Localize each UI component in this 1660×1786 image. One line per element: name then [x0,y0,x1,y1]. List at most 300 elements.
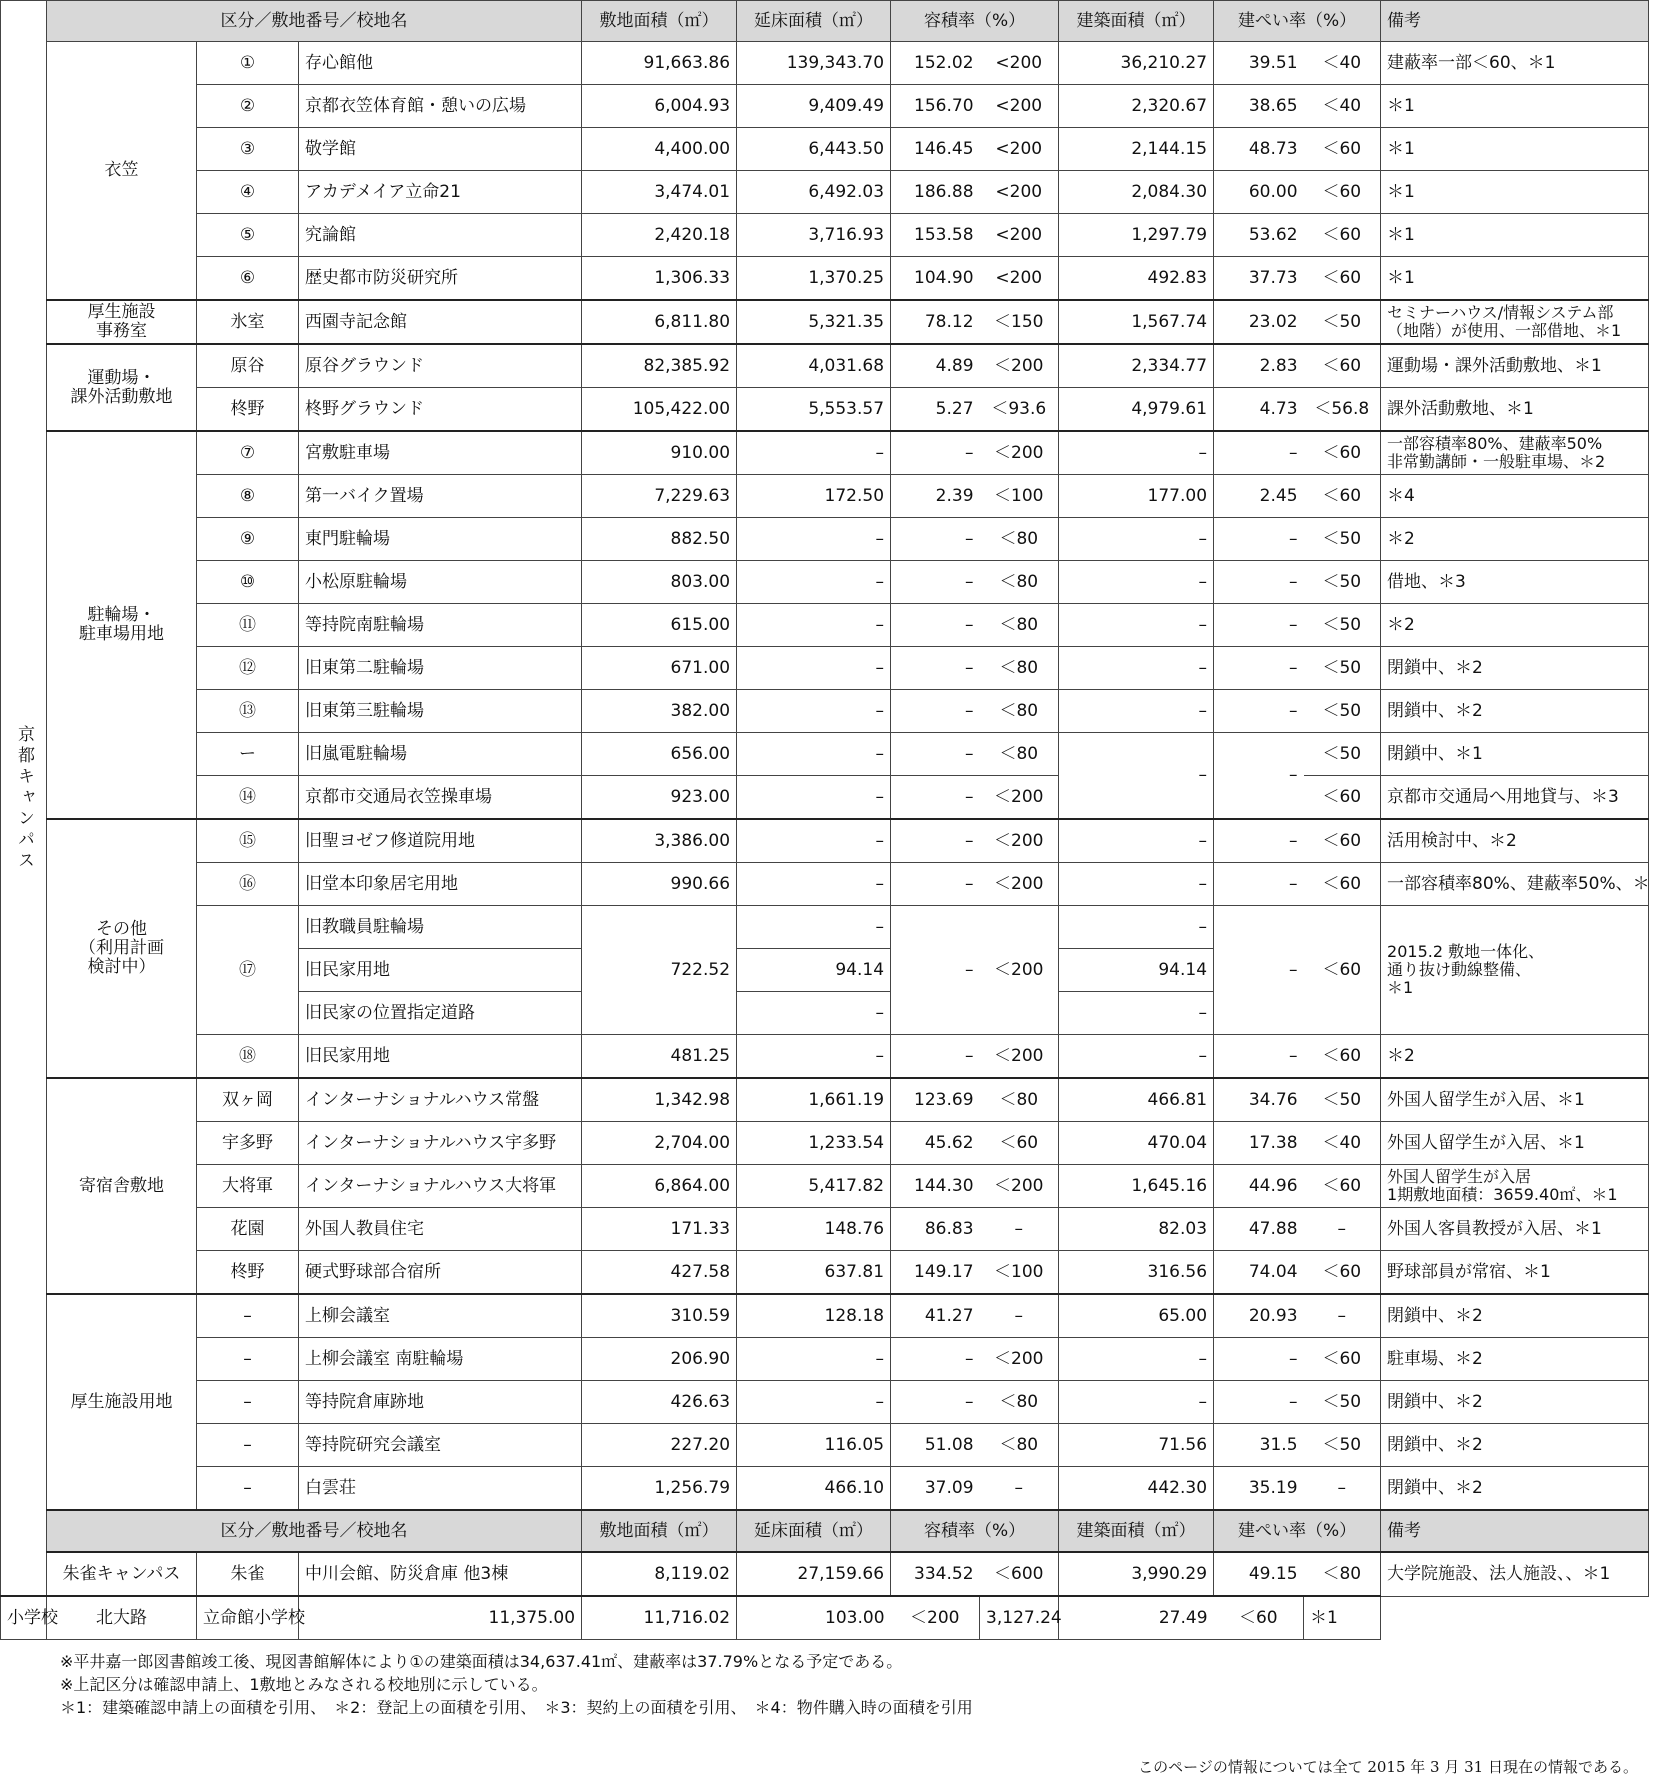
far-value: 144.30 [891,1165,980,1208]
far-value: 5.27 [891,388,980,432]
bcr-limit: ＜50 [1304,604,1381,647]
table-row [1,1035,1649,1079]
table-row [1,819,1649,863]
far-limit: ＜200 [980,431,1059,475]
table-row [1,1208,1649,1251]
bcr-value: 49.15 [1214,1552,1304,1596]
site-number: ⑦ [197,431,299,475]
site-area: 91,663.86 [582,42,737,85]
bcr-value: 2.83 [1214,344,1304,388]
group-label-line: 駐輪場・ [87,605,156,625]
far-value: 152.02 [891,42,980,85]
header-section: 区分／敷地番号／校地名 [47,1,582,42]
site-number: ① [197,42,299,85]
floor-area: 27,159.66 [737,1552,891,1596]
site-number: 柊野 [197,388,299,432]
site-area: 7,229.63 [582,475,737,518]
site-name: 外国人教員住宅 [299,1208,582,1251]
site-area: 105,422.00 [582,388,737,432]
remarks [1381,300,1649,344]
remarks: 京都市交通局へ用地貸与、＊3 [1381,776,1649,820]
bcr-limit: ＜50 [1304,1078,1381,1122]
floor-area: 172.50 [737,475,891,518]
remarks: 借地、＊3 [1381,561,1649,604]
remarks: ＊1 [1381,257,1649,301]
site-name: 旧東第三駐輪場 [299,690,582,733]
bcr-value: 53.62 [1214,214,1304,257]
far-value: – [891,690,980,733]
remarks: 外国人客員教授が入居、＊1 [1381,1208,1649,1251]
site-area: 671.00 [582,647,737,690]
site-area: 882.50 [582,518,737,561]
far-value: – [891,1035,980,1079]
header-floor-area: 延床面積（㎡） [737,1510,891,1552]
remarks: ＊1 [1381,171,1649,214]
far-value: 146.45 [891,128,980,171]
site-number: – [197,1294,299,1338]
building-area: 71.56 [1059,1424,1214,1467]
site-area: 6,811.80 [582,300,737,344]
bcr-limit: ＜40 [1304,1122,1381,1165]
far-limit: ＜150 [980,300,1059,344]
bcr-limit: ＜60 [1304,1338,1381,1381]
remarks: 閉鎖中、＊2 [1381,690,1649,733]
site-area: 990.66 [582,863,737,906]
site-name: 原谷グラウンド [299,344,582,388]
far-limit: ＜80 [980,518,1059,561]
table-row [1,214,1649,257]
table-row [1,1596,1649,1640]
header-floor-area: 延床面積（㎡） [737,1,891,42]
group-label [47,431,197,819]
far-limit: <200 [980,214,1059,257]
table-row [1,1338,1649,1381]
table-row [1,647,1649,690]
group-label-line: 運動場・ [87,367,156,388]
site-number: 柊野 [197,1251,299,1295]
far-limit: ＜80 [980,1078,1059,1122]
building-area: – [1059,906,1214,949]
site-area: 1,306.33 [582,257,737,301]
far-limit: ＜200 [980,344,1059,388]
group-label-line: その他 [96,919,147,939]
site-area: 481.25 [582,1035,737,1079]
site-area: 8,119.02 [582,1552,737,1596]
site-name: 小松原駐輪場 [299,561,582,604]
site-area: 4,400.00 [582,128,737,171]
far-limit: <200 [980,128,1059,171]
building-area: 470.04 [1059,1122,1214,1165]
site-name: 宮敷駐車場 [299,431,582,475]
far-limit: ＜200 [980,1165,1059,1208]
far-value: 104.90 [891,257,980,301]
far-value: 186.88 [891,171,980,214]
remarks: 活用検討中、＊2 [1381,819,1649,863]
group-label-line: 厚生施設 [87,302,156,322]
floor-area: – [737,906,891,949]
bcr-value: 34.76 [1214,1078,1304,1122]
site-number: 原谷 [197,344,299,388]
remarks: 駐車場、＊2 [1381,1338,1649,1381]
table-row [1,1294,1649,1338]
site-area: 11,375.00 [299,1596,582,1640]
group-label: 小学校 [1,1596,47,1640]
bcr-value: – [1214,431,1304,475]
far-value: – [891,776,980,820]
site-area: 171.33 [582,1208,737,1251]
far-limit: ＜200 [980,1338,1059,1381]
floor-area: – [737,992,891,1035]
floor-area: 1,661.19 [737,1078,891,1122]
site-number: ⑧ [197,475,299,518]
site-area: 82,385.92 [582,344,737,388]
remarks: 大学院施設、法人施設、、＊1 [1381,1552,1649,1596]
bcr-value: 48.73 [1214,128,1304,171]
site-area: 803.00 [582,561,737,604]
site-number: 氷室 [197,300,299,344]
far-limit: ＜80 [980,647,1059,690]
table-row [1,1467,1649,1511]
remarks-line: セミナーハウス/情報システム部 [1387,303,1614,322]
site-name: 旧聖ヨゼフ修道院用地 [299,819,582,863]
far-limit: ＜80 [980,1381,1059,1424]
remarks: ＊1 [1381,85,1649,128]
remarks-line: （地階）が使用、一部借地、＊1 [1387,321,1622,340]
building-area: – [1059,431,1214,475]
bcr-limit: ＜50 [1304,518,1381,561]
bcr-value: 44.96 [1214,1165,1304,1208]
table-row [1,431,1649,475]
site-name: 第一バイク置場 [299,475,582,518]
bcr-value: 74.04 [1214,1251,1304,1295]
bcr-limit: ＜60 [1304,776,1381,820]
far-value: 4.89 [891,344,980,388]
site-name: 旧教職員駐輪場 [299,906,582,949]
site-name: 等持院研究会議室 [299,1424,582,1467]
building-area: – [1059,690,1214,733]
site-name: 旧堂本印象居宅用地 [299,863,582,906]
table-row [1,1122,1649,1165]
footnote: ※上記区分は確認申請上、1敷地とみなされる校地別に示している。 [60,1675,548,1694]
floor-area: 94.14 [737,949,891,992]
building-area: – [1059,604,1214,647]
far-value: – [891,518,980,561]
bcr-value: 23.02 [1214,300,1304,344]
far-value: – [891,906,980,1035]
site-number: – [197,1467,299,1511]
group-label: 朱雀キャンパス [47,1552,197,1596]
far-limit: ＜80 [980,733,1059,776]
building-area: 442.30 [1059,1467,1214,1511]
bcr-limit: ＜60 [1304,257,1381,301]
site-name: 旧東第二駐輪場 [299,647,582,690]
far-value: 45.62 [891,1122,980,1165]
far-value: – [891,431,980,475]
site-area: 910.00 [582,431,737,475]
floor-area: 148.76 [737,1208,891,1251]
floor-area: 11,716.02 [582,1596,737,1640]
bcr-limit: ＜50 [1304,690,1381,733]
site-number: ⑨ [197,518,299,561]
table-row [1,518,1649,561]
building-area: 94.14 [1059,949,1214,992]
site-name: アカデメイア立命21 [299,171,582,214]
site-number: – [197,1381,299,1424]
far-limit: ＜93.6 [980,388,1059,432]
site-name: 存心館他 [299,42,582,85]
site-area: 1,342.98 [582,1078,737,1122]
floor-area: – [737,431,891,475]
bcr-limit: – [1304,1467,1381,1511]
site-name: 歴史都市防災研究所 [299,257,582,301]
group-label-line: 検討中） [87,957,156,977]
footnote: ※平井嘉一郎図書館竣工後、現図書館解体により①の建築面積は34,637.41㎡、建蔽率は37.79%となる予定である。 [60,1652,903,1671]
far-value: 51.08 [891,1424,980,1467]
building-area: – [1059,733,1214,820]
building-area: 1,645.16 [1059,1165,1214,1208]
bcr-limit: ＜50 [1304,1424,1381,1467]
site-area: 656.00 [582,733,737,776]
far-limit: ＜80 [980,604,1059,647]
site-name: インターナショナルハウス大将軍 [299,1165,582,1208]
remarks: 外国人留学生が入居、＊1 [1381,1122,1649,1165]
site-area: 6,004.93 [582,85,737,128]
table-header-repeat [1,1510,1649,1552]
remarks: 閉鎖中、＊2 [1381,1424,1649,1467]
building-area: 492.83 [1059,257,1214,301]
far-value: – [891,1381,980,1424]
remarks: ＊2 [1381,518,1649,561]
bcr-limit: ＜60 [1304,1035,1381,1079]
site-area: 427.58 [582,1251,737,1295]
floor-area: 139,343.70 [737,42,891,85]
bcr-limit: – [1304,1208,1381,1251]
floor-area: – [737,733,891,776]
bcr-value: – [1214,733,1304,820]
site-number: ⑤ [197,214,299,257]
bcr-value: 37.73 [1214,257,1304,301]
bcr-value: 2.45 [1214,475,1304,518]
far-limit: ＜60 [980,1122,1059,1165]
floor-area: – [737,1381,891,1424]
far-limit: <200 [980,85,1059,128]
header-far: 容積率（%） [891,1,1059,42]
far-limit: ＜80 [980,1424,1059,1467]
site-number: 北大路 [47,1596,197,1640]
far-limit: <200 [980,257,1059,301]
bcr-value: 31.5 [1214,1424,1304,1467]
bcr-value: 35.19 [1214,1467,1304,1511]
far-limit: – [980,1294,1059,1338]
bcr-limit: ＜50 [1304,561,1381,604]
remarks-line: ＊1 [1387,978,1414,997]
site-area: 923.00 [582,776,737,820]
floor-area: – [737,1035,891,1079]
building-area: 1,567.74 [1059,300,1214,344]
far-value: 103.00 [737,1596,891,1640]
remarks: 閉鎖中、＊1 [1381,733,1649,776]
building-area: 3,127.24 [980,1596,1059,1640]
table-row [1,776,1649,820]
far-limit: <200 [980,171,1059,214]
group-label: 寄宿舎敷地 [47,1078,197,1294]
bcr-limit: ＜50 [1304,300,1381,344]
remarks: 閉鎖中、＊2 [1381,1467,1649,1511]
bcr-limit: ＜60 [1304,1165,1381,1208]
table-row [1,1552,1649,1596]
site-name: 中川会館、防災倉庫 他3棟 [299,1552,582,1596]
bcr-limit: ＜60 [1304,819,1381,863]
building-area: – [1059,1381,1214,1424]
building-area: 36,210.27 [1059,42,1214,85]
site-area: 1,256.79 [582,1467,737,1511]
table-row [1,171,1649,214]
bcr-value: – [1214,863,1304,906]
header-building-area: 建築面積（㎡） [1059,1,1214,42]
building-area: 65.00 [1059,1294,1214,1338]
bcr-value: – [1214,647,1304,690]
floor-area: 6,443.50 [737,128,891,171]
site-area: 2,704.00 [582,1122,737,1165]
bcr-value: 20.93 [1214,1294,1304,1338]
remarks-line: 一部容積率80%、建蔽率50% [1387,434,1603,453]
remarks [1381,1165,1649,1208]
site-number: ⑩ [197,561,299,604]
bcr-limit: ＜60 [1304,906,1381,1035]
table-row [1,604,1649,647]
building-area: 4,979.61 [1059,388,1214,432]
remarks: ＊1 [1381,128,1649,171]
remarks: 閉鎖中、＊2 [1381,647,1649,690]
table-row [1,85,1649,128]
remarks: ＊2 [1381,1035,1649,1079]
remarks: ＊2 [1381,604,1649,647]
remarks-line: 非常勤講師・一般駐車場、＊2 [1387,452,1606,471]
table-row [1,300,1649,344]
bcr-value: – [1214,690,1304,733]
floor-area: – [737,863,891,906]
site-number: – [197,1338,299,1381]
remarks: 建蔽率一部＜60、＊1 [1381,42,1649,85]
site-area: 206.90 [582,1338,737,1381]
far-value: 123.69 [891,1078,980,1122]
far-value: – [891,1338,980,1381]
floor-area: – [737,518,891,561]
floor-area: 637.81 [737,1251,891,1295]
remarks-line: 1期敷地面積：3659.40㎡、＊1 [1387,1185,1618,1204]
bcr-value: 60.00 [1214,171,1304,214]
bcr-limit: ＜40 [1304,85,1381,128]
building-area: – [1059,518,1214,561]
group-label [47,344,197,431]
bcr-limit: ＜40 [1304,42,1381,85]
table-row [1,1381,1649,1424]
site-number: ④ [197,171,299,214]
site-number: ⑱ [197,1035,299,1079]
remarks [1381,906,1649,1035]
site-number: – [197,1424,299,1467]
far-limit: ＜200 [980,906,1059,1035]
far-value: 153.58 [891,214,980,257]
remarks: ＊1 [1304,1596,1381,1640]
site-name: 柊野グラウンド [299,388,582,432]
remarks [1381,431,1649,475]
site-area: 310.59 [582,1294,737,1338]
bcr-value: – [1214,1338,1304,1381]
group-label: 衣笠 [47,42,197,301]
far-limit: ＜200 [891,1596,980,1640]
far-value: 86.83 [891,1208,980,1251]
site-name: 旧嵐電駐輪場 [299,733,582,776]
bcr-limit: ＜60 [1304,171,1381,214]
bcr-limit: ＜60 [1304,1251,1381,1295]
bcr-limit: ＜60 [1214,1596,1304,1640]
site-area: 6,864.00 [582,1165,737,1208]
building-area: 466.81 [1059,1078,1214,1122]
table-row [1,1165,1649,1208]
bcr-value: 39.51 [1214,42,1304,85]
header-bcr: 建ぺい率（%） [1214,1510,1381,1552]
site-number: 花園 [197,1208,299,1251]
site-area: 615.00 [582,604,737,647]
bcr-limit: ＜60 [1304,128,1381,171]
far-value: – [891,604,980,647]
remarks: 外国人留学生が入居、＊1 [1381,1078,1649,1122]
floor-area: – [737,690,891,733]
site-area: 2,420.18 [582,214,737,257]
building-area: 3,990.29 [1059,1552,1214,1596]
floor-area: – [737,819,891,863]
site-number: ⑭ [197,776,299,820]
bcr-value: – [1214,1035,1304,1079]
site-name: 敬学館 [299,128,582,171]
table-row [1,733,1649,776]
far-limit: – [980,1467,1059,1511]
far-value: – [891,647,980,690]
far-limit: ＜200 [980,819,1059,863]
far-limit: ＜100 [980,475,1059,518]
site-name: 西園寺記念館 [299,300,582,344]
far-value: 156.70 [891,85,980,128]
group-label: 厚生施設用地 [47,1294,197,1510]
group-label-line: （利用計画 [79,938,164,958]
building-area: 2,144.15 [1059,128,1214,171]
site-area: 722.52 [582,906,737,1035]
header-building-area: 建築面積（㎡） [1059,1510,1214,1552]
bcr-value: – [1214,561,1304,604]
remarks-line: 通り抜け動線整備、 [1387,960,1532,979]
site-name: 上柳会議室 [299,1294,582,1338]
site-number: ⑪ [197,604,299,647]
table-row [1,42,1649,85]
table-row [1,128,1649,171]
header-remarks: 備考 [1381,1510,1649,1552]
site-number: 大将軍 [197,1165,299,1208]
bcr-value: 47.88 [1214,1208,1304,1251]
floor-area: – [737,1338,891,1381]
table-row [1,863,1649,906]
group-label-line: 事務室 [96,321,147,341]
far-limit: ＜80 [980,561,1059,604]
building-area: 177.00 [1059,475,1214,518]
header-remarks: 備考 [1381,1,1649,42]
building-area: 82.03 [1059,1208,1214,1251]
site-area: 382.00 [582,690,737,733]
site-number: 朱雀 [197,1552,299,1596]
footnotes [60,1650,973,1719]
site-number: ⑫ [197,647,299,690]
bcr-value: – [1214,819,1304,863]
